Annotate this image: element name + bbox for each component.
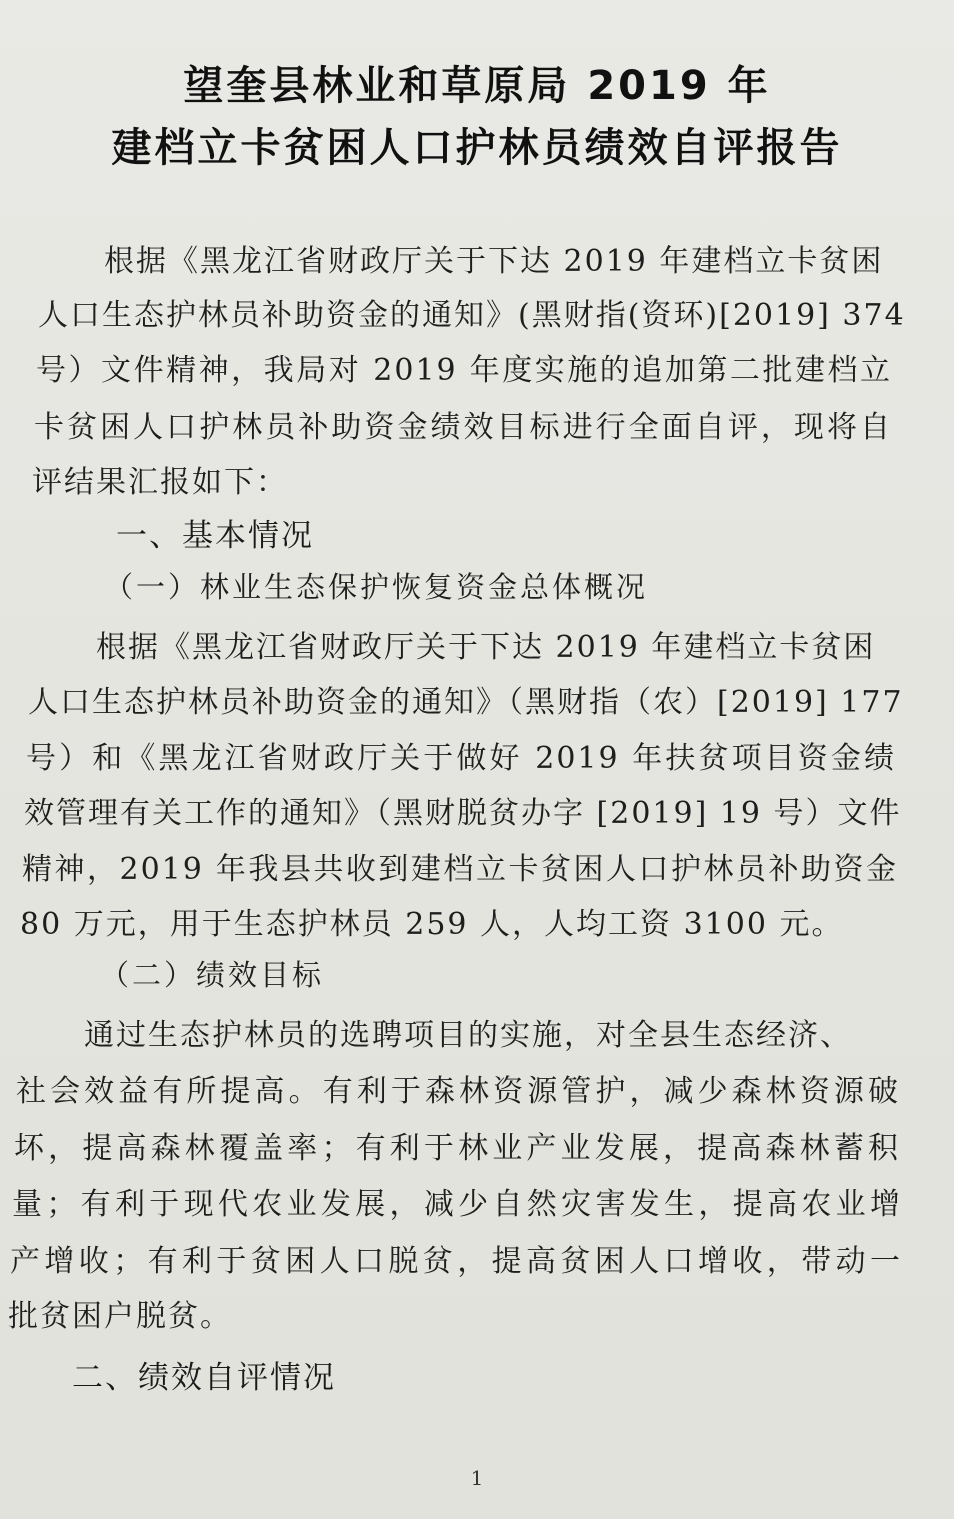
subsection-2-heading: （二）绩效目标 [100, 958, 325, 992]
subsection-1-line: 80 万元，用于生态护林员 259 人，人均工资 3100 元。 [20, 907, 844, 942]
intro-line: 根据《黑龙江省财政厅关于下达 2019 年建档立卡贫困 [104, 244, 884, 279]
subsection-2-line: 通过生态护林员的选聘项目的实施，对全县生态经济、 [84, 1018, 852, 1053]
subsection-2-line: 量；有利于现代农业发展，减少自然灾害发生，提高农业增 [12, 1187, 902, 1222]
subsection-2-line: 社会效益有所提高。有利于森林资源管护，减少森林资源破 [16, 1074, 900, 1109]
subsection-1-line: 人口生态护林员补助资金的通知》（黑财指（农）[2019] 177 [28, 685, 904, 720]
subsection-1-line: 效管理有关工作的通知》（黑财脱贫办字 [2019] 19 号）文件 [24, 796, 902, 831]
section-2-heading: 二、绩效自评情况 [72, 1360, 336, 1396]
intro-line: 卡贫困人口护林员补助资金绩效目标进行全面自评，现将自 [34, 410, 892, 445]
intro-line: 评结果汇报如下： [32, 465, 288, 500]
document-title-line-2: 建档立卡贫困人口护林员绩效自评报告 [111, 125, 843, 171]
intro-line: 人口生态护林员补助资金的通知》(黑财指(资环)[2019] 374 [38, 298, 906, 333]
subsection-1-heading: （一）林业生态保护恢复资金总体概况 [104, 570, 649, 604]
section-1-heading: 一、基本情况 [116, 518, 314, 554]
page-number: 1 [470, 1466, 484, 1490]
document-title-line-1: 望奎县林业和草原局 2019 年 [183, 63, 771, 109]
subsection-2-line: 产增收；有利于贫困人口脱贫，提高贫困人口增收，带动一 [10, 1244, 902, 1279]
subsection-2-line: 批贫困户脱贫。 [8, 1299, 232, 1334]
subsection-2-line: 坏，提高森林覆盖率；有利于林业产业发展，提高森林蓄积 [14, 1131, 900, 1166]
subsection-1-line: 精神，2019 年我县共收到建档立卡贫困人口护林员补助资金 [22, 852, 898, 887]
intro-line: 号）文件精神，我局对 2019 年度实施的追加第二批建档立 [36, 353, 892, 388]
subsection-1-line: 根据《黑龙江省财政厅关于下达 2019 年建档立卡贫困 [96, 630, 876, 665]
subsection-1-line: 号）和《黑龙江省财政厅关于做好 2019 年扶贫项目资金绩 [26, 741, 896, 776]
